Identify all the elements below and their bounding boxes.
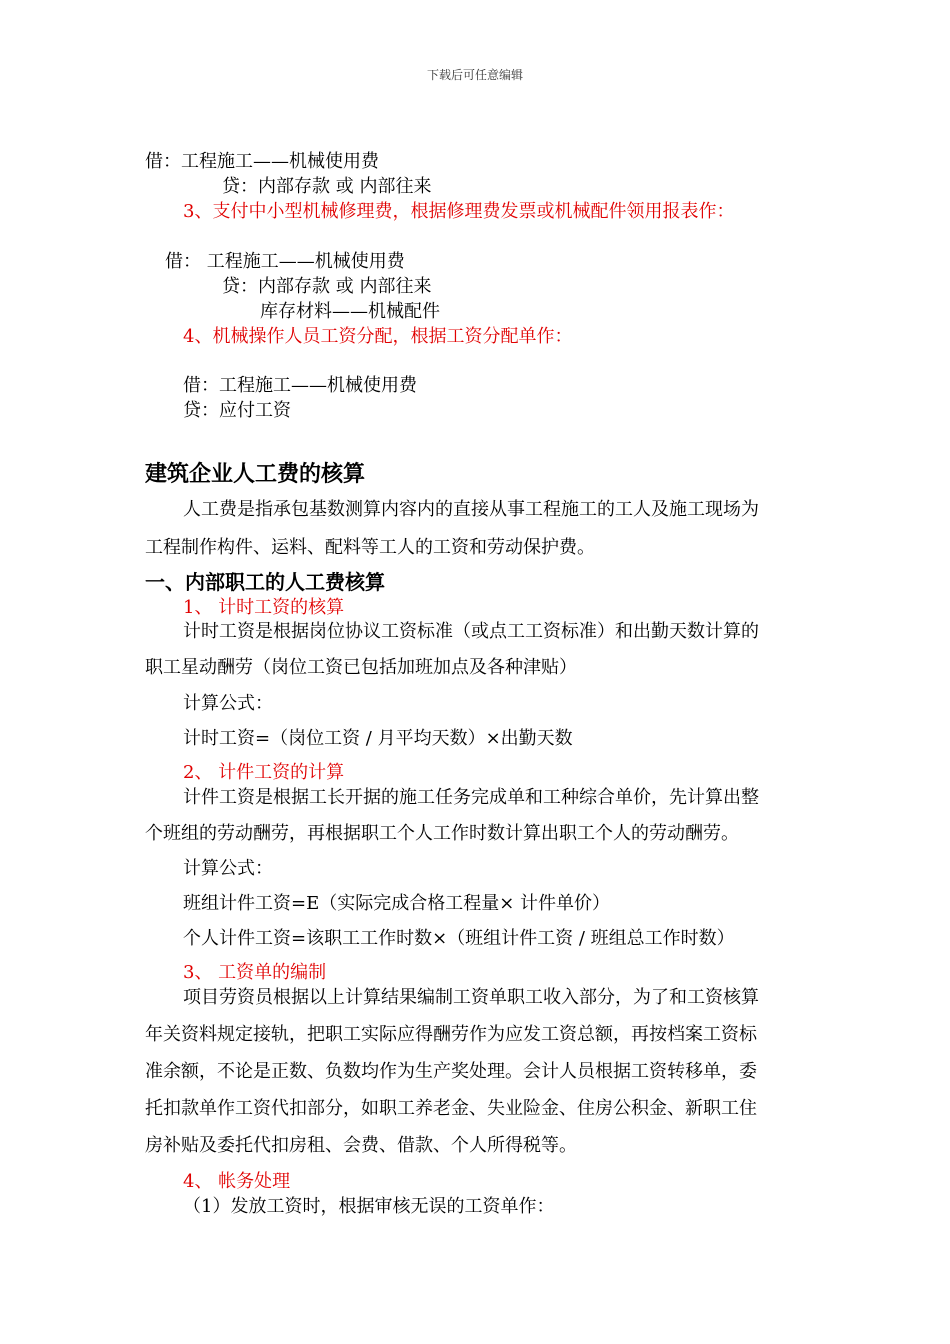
- s1-paragraph-line-2: 职工星动酬劳（岗位工资已包括加班加点及各种津贴）: [145, 657, 577, 678]
- sub-section-title: 一、内部职工的人工费核算: [145, 570, 385, 594]
- s1-formula-label: 计算公式：: [183, 693, 273, 714]
- step-3-heading: 3、支付中小型机械修理费，根据修理费发票或机械配件领用报表作：: [183, 201, 735, 222]
- credit-line-2: 贷：内部存款 或 内部往来: [222, 276, 432, 297]
- s2-paragraph-line-1: 计件工资是根据工长开据的施工任务完成单和工种综合单价，先计算出整: [183, 787, 759, 808]
- s4-heading: 4、 帐务处理: [183, 1171, 291, 1192]
- s3-paragraph-line-4: 托扣款单作工资代扣部分，如职工养老金、失业险金、住房公积金、新职工住: [145, 1098, 757, 1119]
- s3-paragraph-line-5: 房补贴及委托代扣房租、会费、借款、个人所得税等。: [145, 1135, 577, 1156]
- page-header: 下载后可任意编辑: [426, 68, 523, 82]
- s1-paragraph-line-1: 计时工资是根据岗位协议工资标准（或点工工资标准）和出勤天数计算的: [183, 621, 759, 642]
- s2-formula-1: 班组计件工资=E（实际完成合格工程量× 计件单价）: [183, 893, 611, 914]
- step-4-heading: 4、机械操作人员工资分配，根据工资分配单作：: [183, 326, 573, 347]
- intro-paragraph-line-1: 人工费是指承包基数测算内容内的直接从事工程施工的工人及施工现场为: [183, 499, 759, 520]
- s1-heading: 1、 计时工资的核算: [183, 597, 345, 618]
- s2-formula-2: 个人计件工资=该职工工作时数×（班组计件工资 / 班组总工作时数）: [183, 928, 735, 949]
- s3-heading: 3、 工资单的编制: [183, 962, 327, 983]
- credit-line-1: 贷：内部存款 或 内部往来: [222, 176, 432, 197]
- intro-paragraph-line-2: 工程制作构件、运料、配料等工人的工资和劳动保护费。: [145, 537, 595, 558]
- s3-paragraph-line-1: 项目劳资员根据以上计算结果编制工资单职工收入部分，为了和工资核算: [183, 987, 759, 1008]
- s3-paragraph-line-2: 年关资料规定接轨，把职工实际应得酬劳作为应发工资总额，再按档案工资标: [145, 1024, 757, 1045]
- s2-formula-label: 计算公式：: [183, 858, 273, 879]
- section-title: 建筑企业人工费的核算: [145, 462, 366, 487]
- s1-formula: 计时工资=（岗位工资 / 月平均天数）×出勤天数: [183, 728, 573, 749]
- debit-line-1: 借：工程施工——机械使用费: [145, 151, 379, 172]
- debit-line-2: 借： 工程施工——机械使用费: [165, 251, 405, 272]
- debit-line-3: 借：工程施工——机械使用费: [183, 375, 417, 396]
- credit-line-2b: 库存材料——机械配件: [260, 301, 440, 322]
- s2-heading: 2、 计件工资的计算: [183, 762, 345, 783]
- s3-paragraph-line-3: 准余额，不论是正数、负数均作为生产奖处理。会计人员根据工资转移单，委: [145, 1061, 757, 1082]
- s4-paragraph-line-1: （1）发放工资时，根据审核无误的工资单作：: [183, 1196, 555, 1217]
- s2-paragraph-line-2: 个班组的劳动酬劳，再根据职工个人工作时数计算出职工个人的劳动酬劳。: [145, 823, 739, 844]
- credit-line-3: 贷：应付工资: [183, 400, 291, 421]
